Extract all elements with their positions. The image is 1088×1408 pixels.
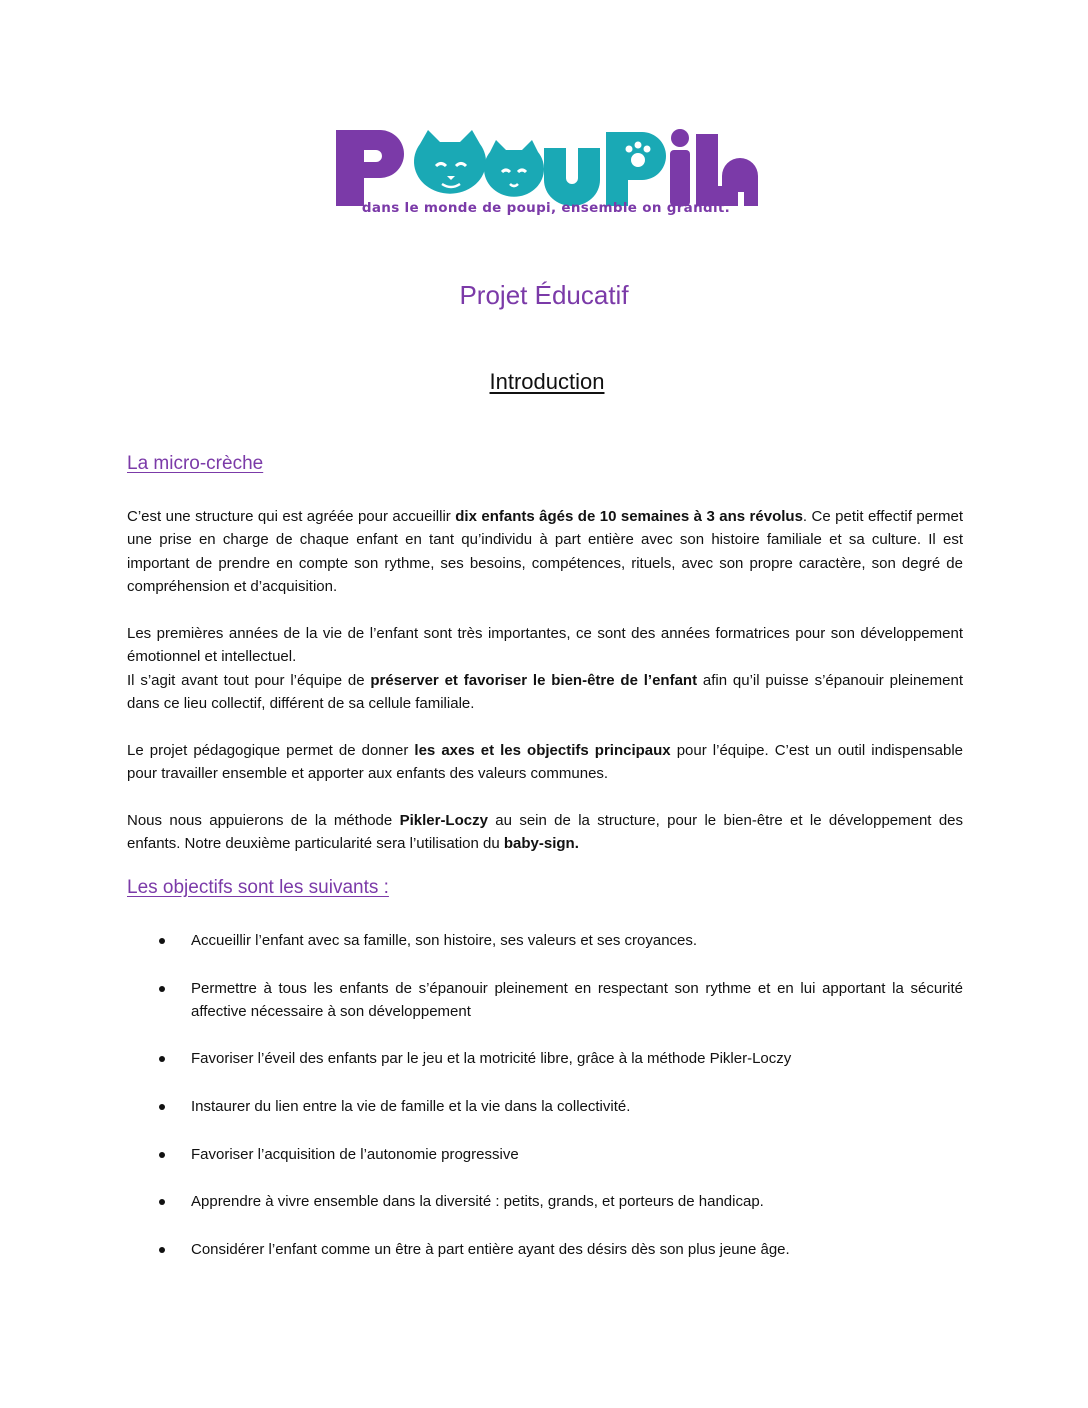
paragraph-projet-pedagogique: Le projet pédagogique permet de donner les axes et les objectifs principaux pour l’équipe. C’est un outil indispensable pour travailler ensemble et apporter aux enfants des valeurs communes. (127, 742, 964, 783)
introduction-heading: Introduction (489, 369, 605, 394)
list-item: Apprendre à vivre ensemble dans la diversité : petits, grands, et porteurs de handicap. (191, 1190, 963, 1213)
bullet-dot-icon (159, 1152, 165, 1158)
cat-face-icon (414, 130, 486, 194)
section-heading-objectifs: Les objectifs sont les suivants : (127, 877, 389, 898)
document-title: Projet Éducatif (459, 280, 629, 310)
section-heading-micro-creche: La micro-crèche (127, 453, 264, 474)
list-item: Permettre à tous les enfants de s’épanouir pleinement en respectant son rythme et en lui apportant la sécurité affective nécessaire à son développement (191, 977, 963, 1024)
bullet-dot-icon (159, 1056, 165, 1062)
list-item: Favoriser l’éveil des enfants par le jeu et la motricité libre, grâce à la méthode Pikler-Loczy (191, 1047, 963, 1070)
paragraph-methode: Nous nous appuierons de la méthode Pikler-Loczy au sein de la structure, pour le bien-être et le développement des enfants. Notre deuxième particularité sera l’utilisation du baby-sign. (127, 812, 964, 853)
paragraph-structure: C’est une structure qui est agréée pour accueillir dix enfants âgés de 10 semaines à 3 ans révolus. Ce petit effectif permet une prise en charge de chaque enfant en tant qu’individu à part entière avec son histoire familiale et sa culture. Il est important de prendre en compte son rythme, ses besoins, compétences, rituels, avec son propre caractère, son degré de compréhension et d’acquisition. (127, 508, 964, 595)
bullet-dot-icon (159, 1247, 165, 1253)
bullet-dot-icon (159, 986, 165, 992)
list-item: Considérer l’enfant comme un être à part entière ayant des désirs dès son plus jeune âge. (191, 1238, 963, 1261)
bullet-dot-icon (159, 1104, 165, 1110)
list-item: Favoriser l’acquisition de l’autonomie progressive (191, 1143, 963, 1166)
logo-tagline: dans le monde de poupi, ensemble on grandit. (361, 200, 731, 216)
list-item: Accueillir l’enfant avec sa famille, son histoire, ses valeurs et ses croyances. (191, 929, 963, 952)
bullet-dot-icon (159, 938, 165, 944)
paragraph-bien-etre: Il s’agit avant tout pour l’équipe de préserver et favoriser le bien-être de l’enfant afin qu’il puisse s’épanouir pleinement dans ce lieu collectif, différent de sa cellule familiale. (127, 672, 963, 713)
bullet-dot-icon (159, 1199, 165, 1205)
paragraph-premieres-annees: Les premières années de la vie de l’enfant sont très importantes, ce sont des années formatrices pour son développement émotionnel et intellectuel. (127, 625, 963, 666)
list-item: Instaurer du lien entre la vie de famille et la vie dans la collectivité. (191, 1095, 963, 1118)
